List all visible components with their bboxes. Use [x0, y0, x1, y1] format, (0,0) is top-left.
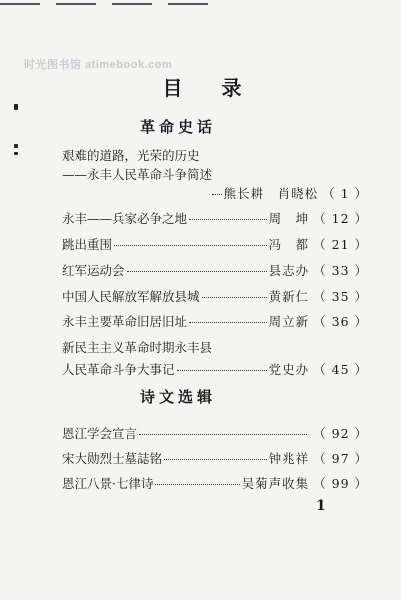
toc-entry-author: 熊长耕 肖晓松 — [223, 186, 319, 201]
section-heading: 诗文选辑 — [140, 388, 217, 406]
toc-entry-page: （ 21 ） — [313, 237, 368, 252]
toc-entry-page: （ 1 ） — [322, 186, 368, 201]
watermark: 时光图书馆 atimebook.com — [24, 59, 173, 71]
toc-entry[interactable] — [62, 424, 368, 442]
leader-dots — [212, 194, 222, 195]
toc-entry-author: 县志办 — [268, 263, 310, 278]
toc-entry-title-line[interactable]: 新民主主义革命时期永丰县 — [62, 340, 213, 355]
leader-dots — [189, 322, 267, 323]
toc-entry-author: 钟兆祥 — [268, 451, 310, 466]
leader-dots — [189, 219, 267, 220]
toc-entry-page: （ 99 ） — [313, 476, 368, 491]
toc-entry[interactable] — [62, 209, 368, 227]
toc-entry-title-line[interactable]: ——永丰人民革命斗争简述 — [62, 167, 213, 182]
toc-entry[interactable] — [62, 261, 368, 279]
toc-entry-author: 党史办 — [268, 362, 310, 377]
toc-entry-title: 永丰主要革命旧居旧址 — [62, 314, 188, 329]
toc-entry-title: 恩江学会宣言 — [62, 426, 138, 441]
toc-entry-page: （ 12 ） — [313, 211, 368, 226]
toc-entry-author: 黄新仁 — [268, 289, 310, 304]
section-heading: 革命史话 — [140, 118, 217, 136]
toc-entry[interactable] — [62, 449, 368, 467]
toc-entry-page: （ 35 ） — [313, 289, 368, 304]
margin-mark — [14, 104, 18, 110]
top-border-rules — [0, 3, 401, 6]
toc-entry-title: 人民革命斗争大事记 — [62, 362, 175, 377]
toc-entry-page: （ 33 ） — [313, 263, 368, 278]
toc-entry-title: 宋大勋烈士墓誌铭 — [62, 451, 163, 466]
toc-entry-title: 中国人民解放军解放县城 — [62, 289, 200, 304]
toc-entry-author: 冯 都 — [268, 237, 310, 252]
toc-entry-title: 跳出重围 — [62, 237, 113, 252]
toc-entry-author: 周 坤 — [268, 211, 310, 226]
toc-entry-title: 红军运动会 — [62, 263, 125, 278]
toc-entry-title: 永丰——兵家必争之地 — [62, 211, 188, 226]
leader-dots — [155, 484, 239, 485]
toc-entry[interactable] — [62, 184, 368, 202]
toc-entry[interactable] — [62, 474, 368, 492]
leader-dots — [114, 245, 267, 246]
margin-mark — [14, 152, 18, 155]
toc-entry-title-line[interactable]: 艰难的道路，光荣的历史 — [62, 148, 200, 163]
leader-dots — [202, 297, 267, 298]
page-title: 目 录 — [162, 76, 258, 100]
toc-entry-author: 吴菊声收集 — [241, 476, 310, 491]
leader-dots — [127, 271, 267, 272]
toc-entry[interactable] — [62, 312, 368, 330]
leader-dots — [164, 459, 267, 460]
leader-dots — [139, 434, 307, 435]
toc-entry-page: （ 92 ） — [313, 426, 368, 441]
toc-entry[interactable] — [62, 235, 368, 253]
toc-entry[interactable] — [62, 360, 368, 378]
toc-entry-page: （ 36 ） — [313, 314, 368, 329]
margin-mark — [14, 144, 18, 148]
leader-dots — [177, 370, 267, 371]
toc-entry-author: 周立新 — [268, 314, 310, 329]
toc-entry[interactable] — [62, 287, 368, 305]
toc-entry-page: （ 45 ） — [313, 362, 368, 377]
page-number: 1 — [316, 498, 326, 514]
toc-entry-title: 恩江八景·七律诗 — [62, 476, 154, 491]
toc-entry-page: （ 97 ） — [313, 451, 368, 466]
